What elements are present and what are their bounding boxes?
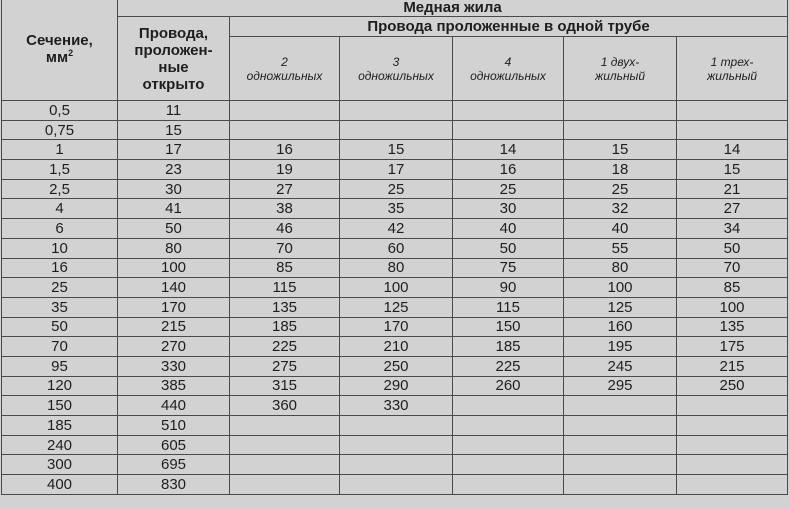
table-cell: 75 bbox=[453, 258, 564, 278]
table-cell: 695 bbox=[118, 455, 230, 475]
table-cell: 80 bbox=[564, 258, 677, 278]
table-cell bbox=[340, 475, 453, 495]
section-cell: 50 bbox=[2, 317, 118, 337]
table-cell: 11 bbox=[118, 101, 230, 121]
col-header-1-three-core: 1 трех- жильный bbox=[677, 37, 788, 101]
table-cell bbox=[564, 435, 677, 455]
table-cell: 315 bbox=[230, 376, 340, 396]
table-row bbox=[2, 376, 788, 396]
table-cell: 25 bbox=[340, 179, 453, 199]
col-header-2-single: 2 одножильных bbox=[230, 37, 340, 101]
table-cell: 290 bbox=[340, 376, 453, 396]
table-cell: 30 bbox=[453, 199, 564, 219]
table-row bbox=[2, 317, 788, 337]
table-cell bbox=[677, 435, 788, 455]
table-cell: 605 bbox=[118, 435, 230, 455]
copper-wire-current-table bbox=[1, 0, 788, 495]
table-cell: 170 bbox=[340, 317, 453, 337]
table-row bbox=[2, 455, 788, 475]
table-cell: 160 bbox=[564, 317, 677, 337]
table-cell: 510 bbox=[118, 416, 230, 436]
table-cell bbox=[677, 120, 788, 140]
table-cell: 195 bbox=[564, 337, 677, 357]
table-row bbox=[2, 101, 788, 121]
table-row bbox=[2, 435, 788, 455]
section-cell: 95 bbox=[2, 356, 118, 376]
section-cell: 240 bbox=[2, 435, 118, 455]
table-cell: 440 bbox=[118, 396, 230, 416]
table-cell bbox=[677, 396, 788, 416]
table-cell bbox=[230, 416, 340, 436]
table-cell: 245 bbox=[564, 356, 677, 376]
table-cell: 100 bbox=[340, 278, 453, 298]
table-cell: 275 bbox=[230, 356, 340, 376]
section-cell: 4 bbox=[2, 199, 118, 219]
section-cell: 70 bbox=[2, 337, 118, 357]
table-cell bbox=[564, 120, 677, 140]
table-cell bbox=[564, 455, 677, 475]
table-cell bbox=[564, 396, 677, 416]
section-cell: 400 bbox=[2, 475, 118, 495]
table-cell: 125 bbox=[564, 297, 677, 317]
table-cell bbox=[453, 396, 564, 416]
section-cell: 25 bbox=[2, 278, 118, 298]
table-body bbox=[2, 101, 788, 495]
table-cell: 115 bbox=[230, 278, 340, 298]
table-cell: 17 bbox=[340, 160, 453, 180]
table-cell: 185 bbox=[453, 337, 564, 357]
table-cell: 14 bbox=[453, 140, 564, 160]
section-cell: 120 bbox=[2, 376, 118, 396]
table-cell: 225 bbox=[230, 337, 340, 357]
table-cell bbox=[230, 120, 340, 140]
table-cell: 27 bbox=[230, 179, 340, 199]
table-cell: 40 bbox=[453, 219, 564, 239]
col-header-4-single: 4 одножильных bbox=[453, 37, 564, 101]
table-cell bbox=[453, 120, 564, 140]
table-cell: 42 bbox=[340, 219, 453, 239]
table-row bbox=[2, 140, 788, 160]
table-cell bbox=[453, 416, 564, 436]
table-header bbox=[2, 0, 788, 101]
table-cell: 27 bbox=[677, 199, 788, 219]
table-row bbox=[2, 416, 788, 436]
table-cell bbox=[340, 416, 453, 436]
section-cell: 6 bbox=[2, 219, 118, 239]
table-cell bbox=[677, 455, 788, 475]
table-row bbox=[2, 337, 788, 357]
table-cell bbox=[453, 101, 564, 121]
table-row bbox=[2, 297, 788, 317]
table-cell: 35 bbox=[340, 199, 453, 219]
section-cell: 1,5 bbox=[2, 160, 118, 180]
table-row bbox=[2, 219, 788, 239]
section-cell: 300 bbox=[2, 455, 118, 475]
table-cell: 250 bbox=[340, 356, 453, 376]
section-cell: 16 bbox=[2, 258, 118, 278]
col-header-3-single: 3 одножильных bbox=[340, 37, 453, 101]
table-cell: 125 bbox=[340, 297, 453, 317]
table-cell: 270 bbox=[118, 337, 230, 357]
table-cell: 100 bbox=[118, 258, 230, 278]
table-cell: 90 bbox=[453, 278, 564, 298]
table-cell bbox=[453, 455, 564, 475]
table-cell bbox=[564, 475, 677, 495]
table-cell: 46 bbox=[230, 219, 340, 239]
col-header-1-two-core: 1 двух- жильный bbox=[564, 37, 677, 101]
table-cell: 15 bbox=[564, 140, 677, 160]
table-cell: 60 bbox=[340, 238, 453, 258]
section-cell: 35 bbox=[2, 297, 118, 317]
table-cell: 15 bbox=[340, 140, 453, 160]
table-cell: 215 bbox=[118, 317, 230, 337]
table-cell: 34 bbox=[677, 219, 788, 239]
table-cell bbox=[340, 435, 453, 455]
section-cell: 2,5 bbox=[2, 179, 118, 199]
table-row bbox=[2, 475, 788, 495]
table-cell bbox=[677, 416, 788, 436]
copper-core-header: Медная жила bbox=[118, 0, 788, 17]
table-cell bbox=[230, 455, 340, 475]
table-cell: 25 bbox=[453, 179, 564, 199]
table-cell bbox=[564, 101, 677, 121]
table-cell bbox=[230, 101, 340, 121]
table-cell: 260 bbox=[453, 376, 564, 396]
table-cell: 100 bbox=[564, 278, 677, 298]
table-row bbox=[2, 179, 788, 199]
table-cell bbox=[340, 455, 453, 475]
table-cell: 170 bbox=[118, 297, 230, 317]
table-cell: 70 bbox=[677, 258, 788, 278]
table-cell: 150 bbox=[453, 317, 564, 337]
table-row bbox=[2, 258, 788, 278]
table-cell: 330 bbox=[118, 356, 230, 376]
table-row bbox=[2, 356, 788, 376]
pipe-group-header: Провода проложенные в одной трубе bbox=[230, 17, 788, 37]
table-cell: 50 bbox=[677, 238, 788, 258]
table-cell bbox=[453, 435, 564, 455]
table-cell: 17 bbox=[118, 140, 230, 160]
section-header bbox=[2, 0, 118, 101]
table-cell: 30 bbox=[118, 179, 230, 199]
table-cell: 225 bbox=[453, 356, 564, 376]
section-cell: 0,5 bbox=[2, 101, 118, 121]
table-cell: 16 bbox=[230, 140, 340, 160]
table-row bbox=[2, 160, 788, 180]
table-cell: 830 bbox=[118, 475, 230, 495]
table-cell: 38 bbox=[230, 199, 340, 219]
table-cell: 140 bbox=[118, 278, 230, 298]
section-cell: 0,75 bbox=[2, 120, 118, 140]
table-cell: 215 bbox=[677, 356, 788, 376]
table-cell bbox=[677, 101, 788, 121]
table-cell: 19 bbox=[230, 160, 340, 180]
table-cell: 330 bbox=[340, 396, 453, 416]
table-cell: 15 bbox=[118, 120, 230, 140]
table-cell bbox=[564, 416, 677, 436]
section-cell: 185 bbox=[2, 416, 118, 436]
table-cell: 250 bbox=[677, 376, 788, 396]
table-row bbox=[2, 199, 788, 219]
section-cell: 1 bbox=[2, 140, 118, 160]
table-cell: 185 bbox=[230, 317, 340, 337]
table-row bbox=[2, 278, 788, 298]
table-cell: 385 bbox=[118, 376, 230, 396]
table-cell: 16 bbox=[453, 160, 564, 180]
table-cell: 55 bbox=[564, 238, 677, 258]
table-cell: 115 bbox=[453, 297, 564, 317]
open-wiring-header bbox=[118, 17, 230, 101]
section-cell: 150 bbox=[2, 396, 118, 416]
table-cell: 41 bbox=[118, 199, 230, 219]
table-cell: 360 bbox=[230, 396, 340, 416]
table-cell: 135 bbox=[230, 297, 340, 317]
table-cell: 210 bbox=[340, 337, 453, 357]
table-cell: 85 bbox=[230, 258, 340, 278]
table-cell: 50 bbox=[118, 219, 230, 239]
table-cell bbox=[230, 475, 340, 495]
table-cell: 295 bbox=[564, 376, 677, 396]
section-cell: 10 bbox=[2, 238, 118, 258]
table-cell: 50 bbox=[453, 238, 564, 258]
table-cell: 25 bbox=[564, 179, 677, 199]
table-cell: 14 bbox=[677, 140, 788, 160]
table-cell bbox=[340, 101, 453, 121]
table-row bbox=[2, 120, 788, 140]
table-cell: 32 bbox=[564, 199, 677, 219]
table-cell: 175 bbox=[677, 337, 788, 357]
table-cell: 40 bbox=[564, 219, 677, 239]
table-cell bbox=[340, 120, 453, 140]
table-cell: 135 bbox=[677, 317, 788, 337]
table-row bbox=[2, 396, 788, 416]
section-header-label: Сечение, $мм^2$ bbox=[26, 32, 93, 66]
table-cell: 85 bbox=[677, 278, 788, 298]
table-cell: 100 bbox=[677, 297, 788, 317]
table-cell bbox=[453, 475, 564, 495]
table-cell bbox=[230, 435, 340, 455]
open-wiring-header-label: Провода, проложен- ные открыто bbox=[134, 24, 213, 93]
table-cell: 15 bbox=[677, 160, 788, 180]
table-cell: 70 bbox=[230, 238, 340, 258]
table-cell: 80 bbox=[118, 238, 230, 258]
table-cell: 80 bbox=[340, 258, 453, 278]
table-cell: 23 bbox=[118, 160, 230, 180]
table-row bbox=[2, 238, 788, 258]
table-cell: 21 bbox=[677, 179, 788, 199]
table-cell: 18 bbox=[564, 160, 677, 180]
table-cell bbox=[677, 475, 788, 495]
